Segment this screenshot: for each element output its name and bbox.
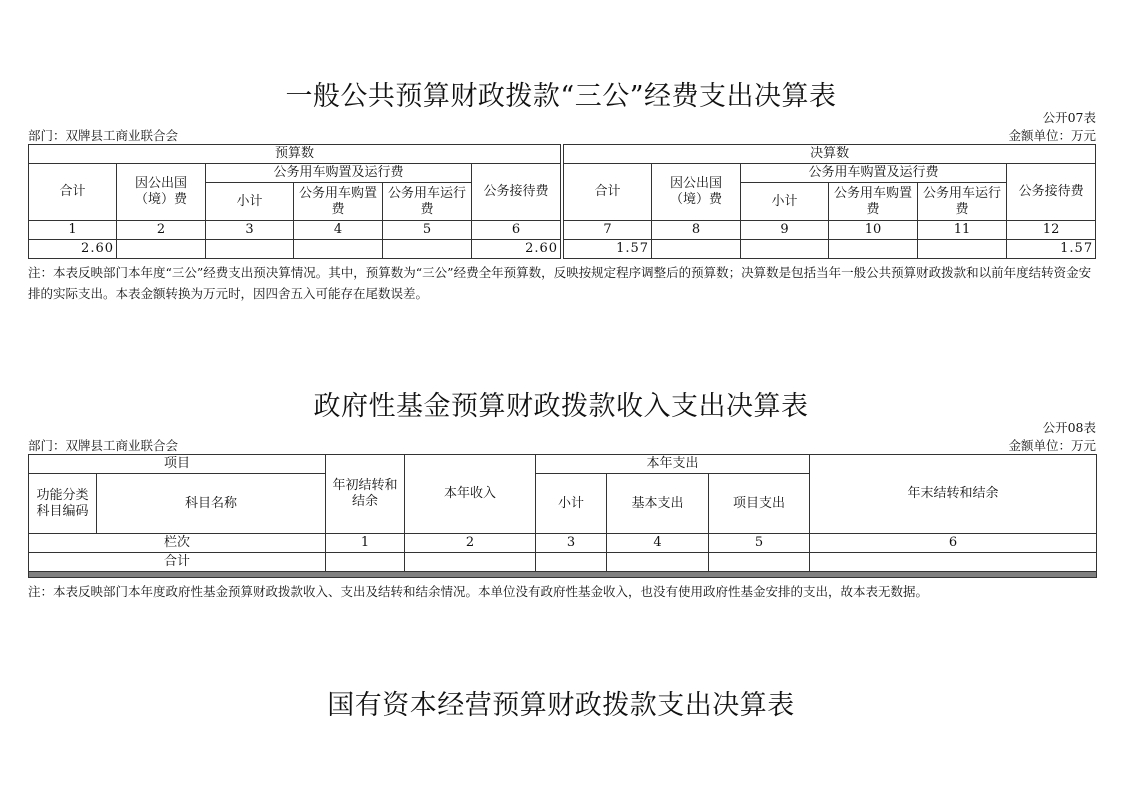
- budget-header: 预算数: [29, 145, 561, 164]
- value-cell: 1.57: [564, 240, 652, 259]
- budget-car-run-header: 公务用车运行费: [383, 183, 472, 221]
- column-number: 4: [607, 534, 709, 553]
- value-cell: [117, 240, 206, 259]
- table08-note: 注：本表反映部门本年度政府性基金预算财政拨款收入、支出及结转和结余情况。本单位没有政府性基金收入，也没有使用政府性基金安排的支出，故本表无数据。: [28, 584, 929, 599]
- project-expense-header: 项目支出: [709, 474, 810, 534]
- column-number: 11: [918, 221, 1007, 240]
- income-header: 本年收入: [405, 455, 536, 534]
- table09-title: 国有资本经营预算财政拨款支出决算表: [327, 690, 795, 721]
- table-bottom-bar: [29, 572, 1097, 578]
- column-number: 3: [536, 534, 607, 553]
- final-subtotal-header: 小计: [741, 183, 829, 221]
- value-cell: 2.60: [29, 240, 117, 259]
- value-cell: [607, 553, 709, 572]
- final-abroad-header: 因公出国（境）费: [652, 164, 741, 221]
- column-number: 2: [405, 534, 536, 553]
- final-car-group-header: 公务用车购置及运行费: [741, 164, 1007, 183]
- final-header: 决算数: [564, 145, 1096, 164]
- column-number: 4: [294, 221, 383, 240]
- value-cell: [810, 553, 1097, 572]
- value-cell: [383, 240, 472, 259]
- table07-unit: 金额单位：万元: [1008, 128, 1096, 143]
- column-number: 9: [741, 221, 829, 240]
- budget-car-buy-header: 公务用车购置费: [294, 183, 383, 221]
- value-cell: [652, 240, 741, 259]
- column-number: 5: [709, 534, 810, 553]
- final-car-buy-header: 公务用车购置费: [829, 183, 918, 221]
- column-number: 5: [383, 221, 472, 240]
- column-number: 3: [206, 221, 294, 240]
- table07-grid: [28, 144, 1096, 259]
- column-number: 12: [1007, 221, 1096, 240]
- final-reception-header: 公务接待费: [1007, 164, 1096, 221]
- total-row-label: 合计: [29, 553, 326, 572]
- table08-grid: [28, 454, 1097, 578]
- budget-total-header: 合计: [29, 164, 117, 221]
- end-balance-header: 年末结转和结余: [810, 455, 1097, 534]
- value-cell: 1.57: [1007, 240, 1096, 259]
- begin-balance-header: 年初结转和结余: [326, 455, 405, 534]
- column-number: 1: [326, 534, 405, 553]
- value-cell: 2.60: [472, 240, 561, 259]
- column-number: 6: [472, 221, 561, 240]
- budget-reception-header: 公务接待费: [472, 164, 561, 221]
- column-label: 栏次: [29, 534, 326, 553]
- budget-car-group-header: 公务用车购置及运行费: [206, 164, 472, 183]
- table07-dept: 部门：双牌县工商业联合会: [28, 128, 179, 143]
- table08-unit: 金额单位：万元: [1008, 438, 1096, 453]
- value-cell: [536, 553, 607, 572]
- subject-name-header: 科目名称: [97, 474, 326, 534]
- final-total-header: 合计: [564, 164, 652, 221]
- table07-title: 一般公共预算财政拨款“三公”经费支出决算表: [285, 81, 837, 112]
- column-number: 1: [29, 221, 117, 240]
- final-car-run-header: 公务用车运行费: [918, 183, 1007, 221]
- table08-code: 公开08表: [1042, 420, 1096, 435]
- expense-group-header: 本年支出: [536, 455, 810, 474]
- table08-title: 政府性基金预算财政拨款收入支出决算表: [313, 391, 809, 422]
- expense-subtotal-header: 小计: [536, 474, 607, 534]
- func-code-header: 功能分类科目编码: [29, 474, 97, 534]
- value-cell: [829, 240, 918, 259]
- value-cell: [294, 240, 383, 259]
- column-number: 6: [810, 534, 1097, 553]
- budget-abroad-header: 因公出国（境）费: [117, 164, 206, 221]
- table07-note: 注：本表反映部门本年度“三公”经费支出预决算情况。其中，预算数为“三公”经费全年预算数，反映按规定程序调整后的预算数；决算数是包括当年一般公共预算财政拨款和以前年度结转资金安排的实际支出。本表金额转换为万元时，因四舍五入可能存在尾数误差。: [28, 265, 1092, 301]
- table07-code: 公开07表: [1042, 110, 1096, 125]
- budget-subtotal-header: 小计: [206, 183, 294, 221]
- item-header: 项目: [29, 455, 326, 474]
- column-number: 10: [829, 221, 918, 240]
- basic-expense-header: 基本支出: [607, 474, 709, 534]
- table08-dept: 部门：双牌县工商业联合会: [28, 438, 179, 453]
- value-cell: [326, 553, 405, 572]
- column-number: 8: [652, 221, 741, 240]
- column-number: 7: [564, 221, 652, 240]
- column-number: 2: [117, 221, 206, 240]
- value-cell: [918, 240, 1007, 259]
- value-cell: [405, 553, 536, 572]
- value-cell: [741, 240, 829, 259]
- value-cell: [709, 553, 810, 572]
- value-cell: [206, 240, 294, 259]
